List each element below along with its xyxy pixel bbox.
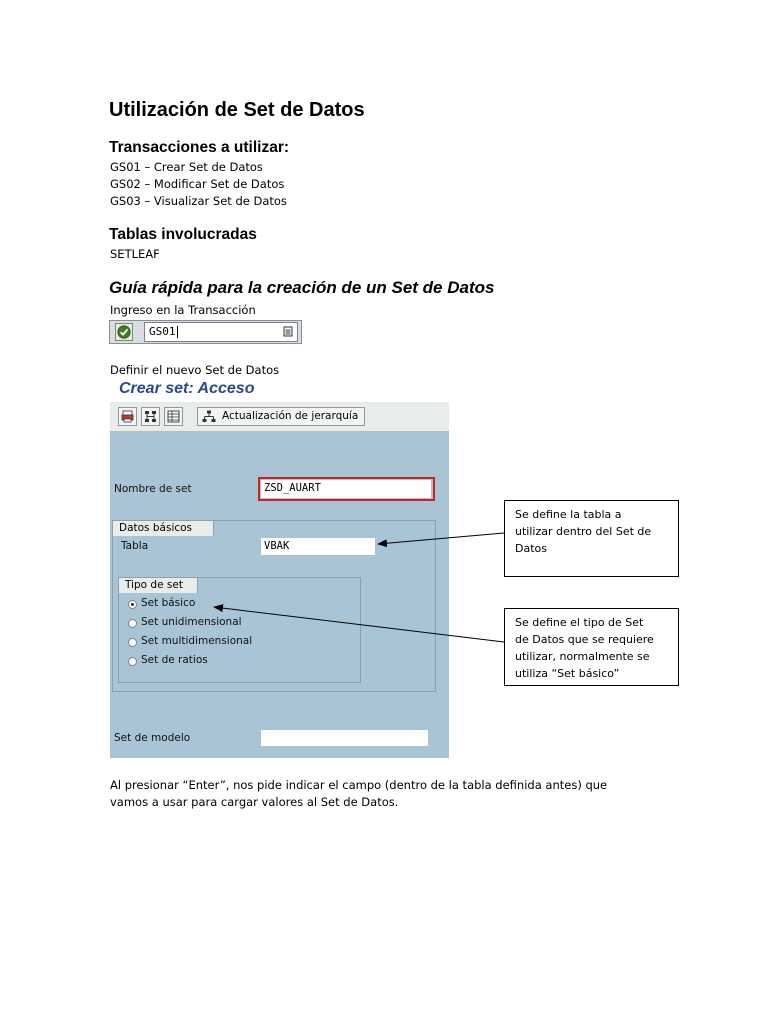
page-title: Utilización de Set de Datos — [109, 99, 365, 121]
radio-label: Set multidimensional — [141, 635, 253, 647]
actualizacion-label: Actualización de jerarquía — [222, 410, 359, 422]
tabla-input[interactable]: VBAK — [261, 538, 375, 555]
footer-line: vamos a usar para cargar valores al Set de Datos. — [110, 795, 399, 809]
nombre-set-label: Nombre de set — [114, 483, 192, 495]
sap-screen-title: Crear set: Acceso — [119, 380, 255, 397]
definir-label: Definir el nuevo Set de Datos — [110, 363, 280, 377]
footer-paragraph — [110, 777, 607, 811]
nombre-set-input[interactable]: ZSD_AUART — [261, 480, 431, 498]
callout-line: utilizar, normalmente se — [515, 650, 650, 663]
radio-label: Set de ratios — [141, 654, 208, 666]
callout-line: Datos — [515, 542, 547, 555]
callout-line: utilizar dentro del Set de — [515, 525, 652, 538]
tabla-label: Tabla — [121, 540, 149, 552]
transacciones-heading: Transacciones a utilizar: — [109, 139, 290, 156]
tablas-heading: Tablas involucradas — [109, 226, 257, 243]
transaccion-item: GS03 – Visualizar Set de Datos — [110, 194, 287, 208]
set-modelo-label: Set de modelo — [114, 732, 191, 744]
transaccion-item: GS01 – Crear Set de Datos — [110, 160, 263, 174]
transaccion-item: GS02 – Modificar Set de Datos — [110, 177, 285, 191]
ingreso-label: Ingreso en la Transacción — [110, 303, 256, 317]
callout-line: Se define el tipo de Set — [515, 616, 644, 629]
radio-label: Set básico — [141, 597, 196, 609]
radio-label: Set unidimensional — [141, 616, 242, 628]
callout-line: utiliza “Set básico” — [515, 667, 620, 680]
guia-heading: Guía rápida para la creación de un Set de Datos — [109, 278, 495, 297]
datos-basicos-label: Datos básicos — [112, 520, 214, 536]
tipo-set-label: Tipo de set — [118, 577, 198, 593]
callout-line: Se define la tabla a — [515, 508, 622, 521]
command-input-value: GS01 — [149, 325, 176, 338]
callout-line: de Datos que se requiere — [515, 633, 654, 646]
tablas-value: SETLEAF — [110, 247, 160, 261]
arrow-to-tabla — [378, 533, 504, 544]
arrow-to-set-basico — [214, 607, 504, 642]
footer-line: Al presionar “Enter”, nos pide indicar el campo (dentro de la tabla definida antes) que — [110, 778, 608, 792]
